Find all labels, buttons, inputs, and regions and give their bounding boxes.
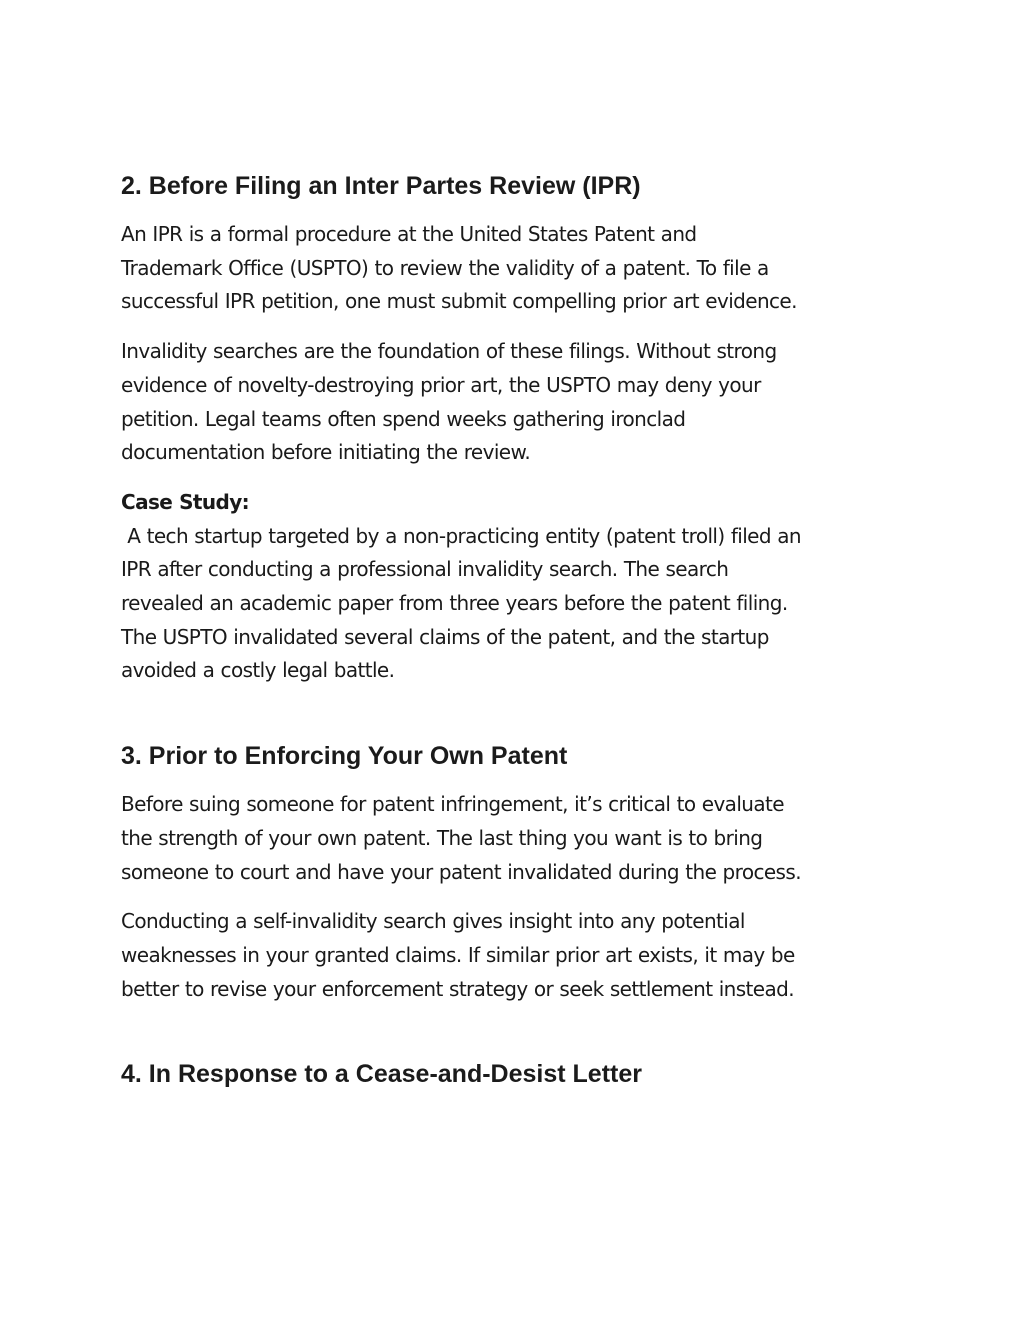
text-line: An IPR is a formal procedure at the United States Patent and <box>121 222 697 246</box>
section-cease-and-desist <box>121 1056 951 1092</box>
paragraph-case-study <box>121 486 951 688</box>
text-line: documentation before initiating the review. <box>121 440 531 465</box>
text-line: Invalidity searches are the foundation of these filings. Without strong <box>121 339 777 364</box>
text-line: revealed an academic paper from three years before the patent filing. <box>121 591 788 616</box>
section-heading-enforcing: 3. Prior to Enforcing Your Own Patent <box>121 742 568 771</box>
paragraph-self-invalidity <box>121 905 951 1006</box>
text-line: IPR after conducting a professional invalidity search. The search <box>121 557 729 582</box>
text-line: better to revise your enforcement strategy or seek settlement instead. <box>121 976 794 1001</box>
text-line: weaknesses in your granted claims. If similar prior art exists, it may be <box>121 942 795 967</box>
text-line: Before suing someone for patent infringement, it’s critical to evaluate <box>121 792 784 817</box>
paragraph-ipr-intro <box>121 218 951 319</box>
section-heading-cease-desist: 4. In Response to a Cease-and-Desist Letter <box>121 1060 642 1089</box>
section-heading-ipr: 2. Before Filing an Inter Partes Review (IPR) <box>121 172 641 200</box>
text-line: Conducting a self-invalidity search gives insight into any potential <box>121 909 745 934</box>
text-line: evidence of novelty-destroying prior art, the USPTO may deny your <box>121 372 761 397</box>
text-line: A tech startup targeted by a non-practicing entity (patent troll) filed an <box>121 523 801 548</box>
text-line: the strength of your own patent. The last thing you want is to bring <box>121 825 763 850</box>
paragraph-invalidity-searches <box>121 335 951 470</box>
text-line: someone to court and have your patent invalidated during the process. <box>121 859 801 884</box>
text-line: The USPTO invalidated several claims of the patent, and the startup <box>121 624 769 649</box>
text-line: petition. Legal teams often spend weeks gathering ironclad <box>121 406 686 431</box>
document-page <box>121 168 951 1106</box>
text-line: successful IPR petition, one must submit compelling prior art evidence. <box>121 289 797 314</box>
section-enforcing-patent <box>121 738 951 1006</box>
case-study-label: Case Study: <box>121 489 250 514</box>
text-line: avoided a costly legal battle. <box>121 658 395 683</box>
text-line: Trademark Office (USPTO) to review the validity of a patent. To file a <box>121 255 769 280</box>
section-ipr <box>121 168 951 688</box>
paragraph-before-suing <box>121 788 951 889</box>
